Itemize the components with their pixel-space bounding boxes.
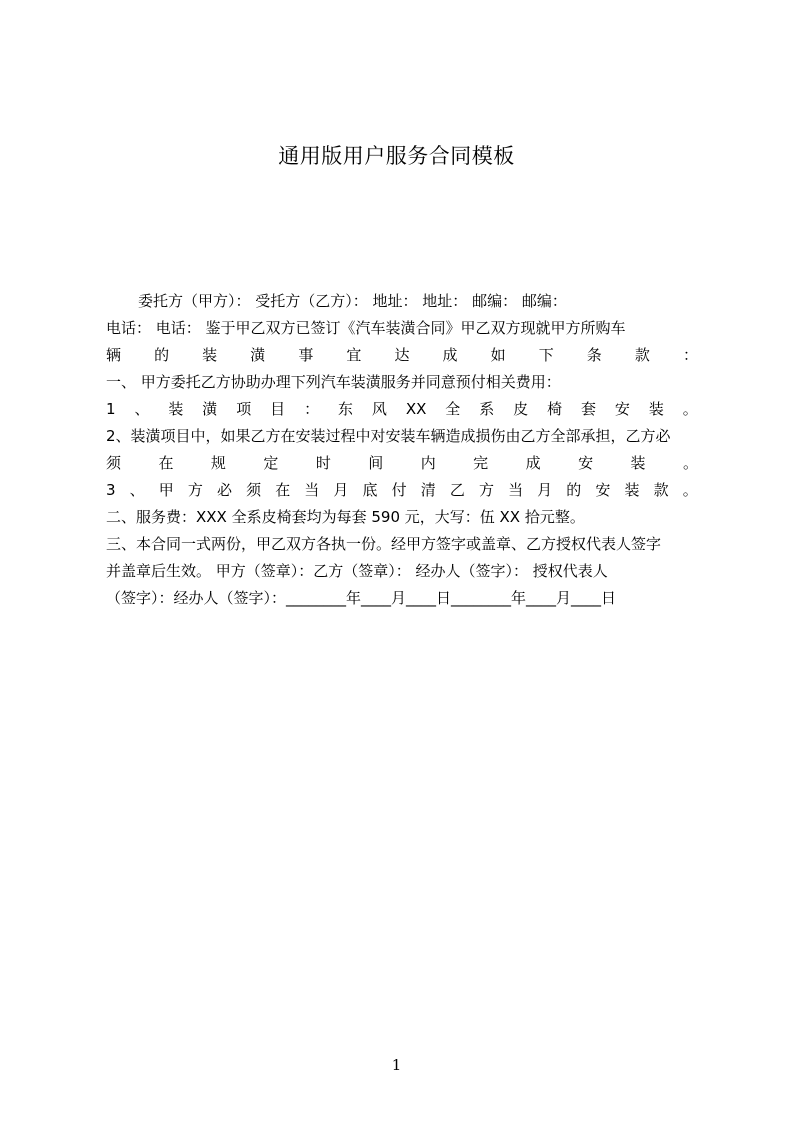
justified-char: 成 — [442, 346, 458, 364]
justified-char: 款 — [634, 346, 650, 364]
justified-char: 安 — [578, 454, 594, 472]
document-title: 通用版用户服务合同模板 — [278, 144, 515, 168]
justified-char: 潢 — [202, 400, 218, 418]
justified-char: 月 — [537, 481, 553, 499]
justified-char: 潢 — [250, 346, 266, 364]
justified-char: 的 — [566, 481, 582, 499]
justified-char: 装 — [202, 346, 218, 364]
justified-char: 装 — [168, 400, 184, 418]
justified-char: 达 — [394, 346, 410, 364]
justified-char: 、 — [134, 400, 150, 418]
justified-char: 款 — [653, 481, 669, 499]
justified-char: 1 — [106, 400, 116, 418]
justified-char: 系 — [479, 400, 495, 418]
justified-char: 全 — [445, 400, 461, 418]
justified-char: 方 — [478, 481, 494, 499]
justified-char: 乙 — [449, 481, 465, 499]
justified-char: 必 — [216, 481, 232, 499]
justified-char: 规 — [210, 454, 226, 472]
justified-char: 月 — [333, 481, 349, 499]
justified-char: 当 — [508, 481, 524, 499]
justified-char: 付 — [391, 481, 407, 499]
justified-char: 目 — [270, 400, 286, 418]
justified-char: 清 — [420, 481, 436, 499]
justified-char: XX — [405, 400, 427, 418]
text-line-signatures — [106, 558, 698, 584]
justified-char: 如 — [490, 346, 506, 364]
justified-char: ： — [304, 400, 320, 418]
text-line-item-one — [106, 396, 698, 422]
text-line-section-three — [106, 531, 698, 557]
section-three-text: 三、本合同一式两份，甲乙双方各执一份。经甲方签字或盖章、乙方授权代表人签字 — [106, 535, 662, 553]
justified-char: 成 — [525, 454, 541, 472]
text-line-section-two — [106, 504, 698, 530]
justified-char: 辆 — [106, 346, 122, 364]
justified-char: 套 — [580, 400, 596, 418]
date-blanks-text: （签字）：经办人（签字）：________年____月____日________年____月____日 — [106, 589, 617, 607]
item-two-text: 2、装潢项目中，如果乙方在安装过程中对安装车辆造成损伤由乙方全部承担，乙方必 — [106, 427, 671, 445]
justified-char: 安 — [595, 481, 611, 499]
justified-char: 装 — [630, 454, 646, 472]
parties-text: 委托方（甲方）： 受托方（乙方）： 地址： 地址： 邮编： 邮编： — [138, 292, 567, 310]
page-number: 1 — [391, 1056, 402, 1074]
section-two-text: 二、服务费：XXX 全系皮椅套均为每套 590 元，大写：伍 XX 拾元整。 — [106, 508, 585, 526]
text-line-phone — [106, 315, 698, 341]
justified-char: 装 — [648, 400, 664, 418]
justified-char: 下 — [538, 346, 554, 364]
justified-char: 。 — [682, 400, 698, 418]
justified-char: 椅 — [547, 400, 563, 418]
justified-char: 须 — [246, 481, 262, 499]
signatures-text: 并盖章后生效。 甲方（签章）：乙方（签章）： 经办人（签字）： 授权代表人 — [106, 562, 608, 580]
justified-char: 时 — [315, 454, 331, 472]
justified-char: 。 — [682, 454, 698, 472]
justified-char: 的 — [154, 346, 170, 364]
justified-char: 在 — [158, 454, 174, 472]
justified-char: 风 — [371, 400, 387, 418]
justified-char: 间 — [368, 454, 384, 472]
justified-char: 、 — [129, 481, 145, 499]
justified-char: 皮 — [513, 400, 529, 418]
text-line-date-blanks — [106, 585, 698, 611]
text-line-parties — [106, 288, 698, 314]
justified-char: 定 — [263, 454, 279, 472]
justified-char: 方 — [187, 481, 203, 499]
justified-char: 在 — [275, 481, 291, 499]
text-line-item-two-cont — [106, 450, 698, 476]
text-line-item-two — [106, 423, 698, 449]
section-one-text: 一、 甲方委托乙方协助办理下列汽车装潢服务并同意预付相关费用： — [106, 373, 561, 391]
justified-char: 当 — [304, 481, 320, 499]
justified-char: 东 — [337, 400, 353, 418]
justified-char: 须 — [106, 454, 122, 472]
justified-char: 。 — [682, 481, 698, 499]
justified-char: 装 — [624, 481, 640, 499]
justified-char: 事 — [298, 346, 314, 364]
justified-char: 条 — [586, 346, 602, 364]
text-line-item-three — [106, 477, 698, 503]
justified-char: 安 — [614, 400, 630, 418]
text-line-section-one — [106, 369, 698, 395]
justified-char: 完 — [473, 454, 489, 472]
justified-char: 项 — [236, 400, 252, 418]
text-line-terms-intro — [106, 342, 698, 368]
phone-text: 电话： 电话： 鉴于甲乙双方已签订《汽车装潢合同》甲乙双方现就甲方所购车 — [106, 319, 626, 337]
justified-char: 3 — [106, 481, 116, 499]
justified-char: 宜 — [346, 346, 362, 364]
justified-char: 甲 — [158, 481, 174, 499]
justified-char: 底 — [362, 481, 378, 499]
justified-char: ： — [682, 346, 698, 364]
justified-char: 内 — [420, 454, 436, 472]
